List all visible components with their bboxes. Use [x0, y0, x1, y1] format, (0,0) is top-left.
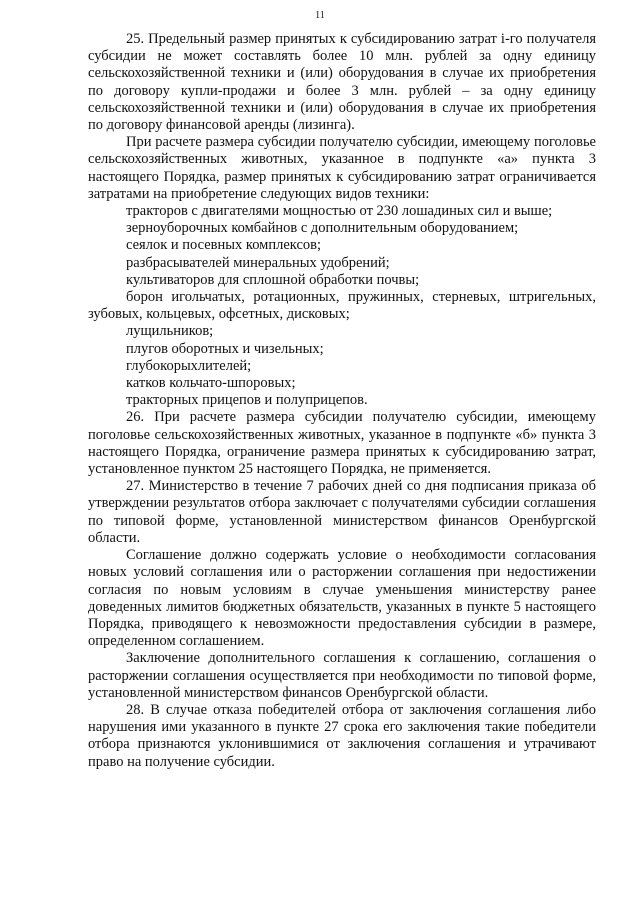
list-item-tractors: тракторов с двигателями мощностью от 230 лошадиных сил и выше; [126, 203, 553, 220]
paragraph-26: 26. При расчете размера субсидии получателю субсидии, имеющему поголовье сельскохозяйственных животных, указанное в подпункте «б» пункта 3 настоящего Порядка, ограничение размера принятых к субсидированию затрат, установленное пунктом 25 настоящего Порядка, не применяется. [88, 409, 596, 478]
paragraph-28: 28. В случае отказа победителей отбора от заключения соглашения либо нарушения ими указанного в пункте 27 срока его заключения такие победители отбора признаются уклонившимися от заключения соглашения и утрачивают право на получение субсидии. [88, 701, 596, 770]
paragraph-25: 25. Предельный размер принятых к субсидированию затрат i-го получателя субсидии не может составлять более 10 млн. рублей за одну единицу сельскохозяйственной техники и (или) оборудования в случае их приобретения по договору купли-продажи и более 3 млн. рублей – за одну единицу сельскохозяйственной техники и (или) оборудования в случае их приобретения по договору финансовой аренды (лизинга). [88, 31, 596, 134]
list-item-seeders: сеялок и посевных комплексов; [126, 237, 322, 254]
list-item-ploughs: плугов оборотных и чизельных; [126, 340, 324, 357]
list-item-trailers: тракторных прицепов и полуприцепов. [126, 392, 368, 409]
list-item-harrows: борон игольчатых, ротационных, пружинных, стерневых, штригельных, зубовых, кольцевых, офсетных, дисковых; [88, 289, 596, 323]
list-item-stubble-breakers: лущильников; [126, 323, 214, 340]
document-body [88, 31, 596, 771]
paragraph-27-supplementary: Заключение дополнительного соглашения к соглашению, соглашения о расторжении соглашения осуществляется при необходимости по типовой форме, установленной министерством финансов Оренбургской области. [88, 650, 596, 701]
list-item-cultivators: культиваторов для сплошной обработки почвы; [126, 271, 420, 288]
list-item-rollers: катков кольчато-шпоровых; [126, 375, 296, 392]
list-item-combines: зерноуборочных комбайнов с дополнительным оборудованием; [126, 220, 519, 237]
paragraph-25-calc: При расчете размера субсидии получателю субсидии, имеющему поголовье сельскохозяйственных животных, указанное в подпункте «а» пункта 3 настоящего Порядка, размер принятых к субсидированию затрат ограничивается затратами на приобретение следующих видов техники: [88, 134, 596, 202]
list-item-spreaders: разбрасывателей минеральных удобрений; [126, 254, 390, 271]
list-item-deep-rippers: глубокорыхлителей; [126, 357, 252, 374]
page-number: 11 [315, 10, 325, 21]
paragraph-27: 27. Министерство в течение 7 рабочих дней со дня подписания приказа об утверждении результатов отбора заключает с получателями субсидии соглашения по типовой форме, установленной министерством финансов Оренбургской области. [88, 478, 596, 546]
paragraph-27-agreement: Соглашение должно содержать условие о необходимости согласования новых условий соглашения или о расторжении соглашения при недостижении согласия по новым условиям в случае уменьшения министерству ранее доведенных лимитов бюджетных обязательств, указанных в пункте 5 настоящего Порядка, приводящего к невозможности предоставления субсидии в размере, определенном соглашением. [88, 547, 596, 650]
